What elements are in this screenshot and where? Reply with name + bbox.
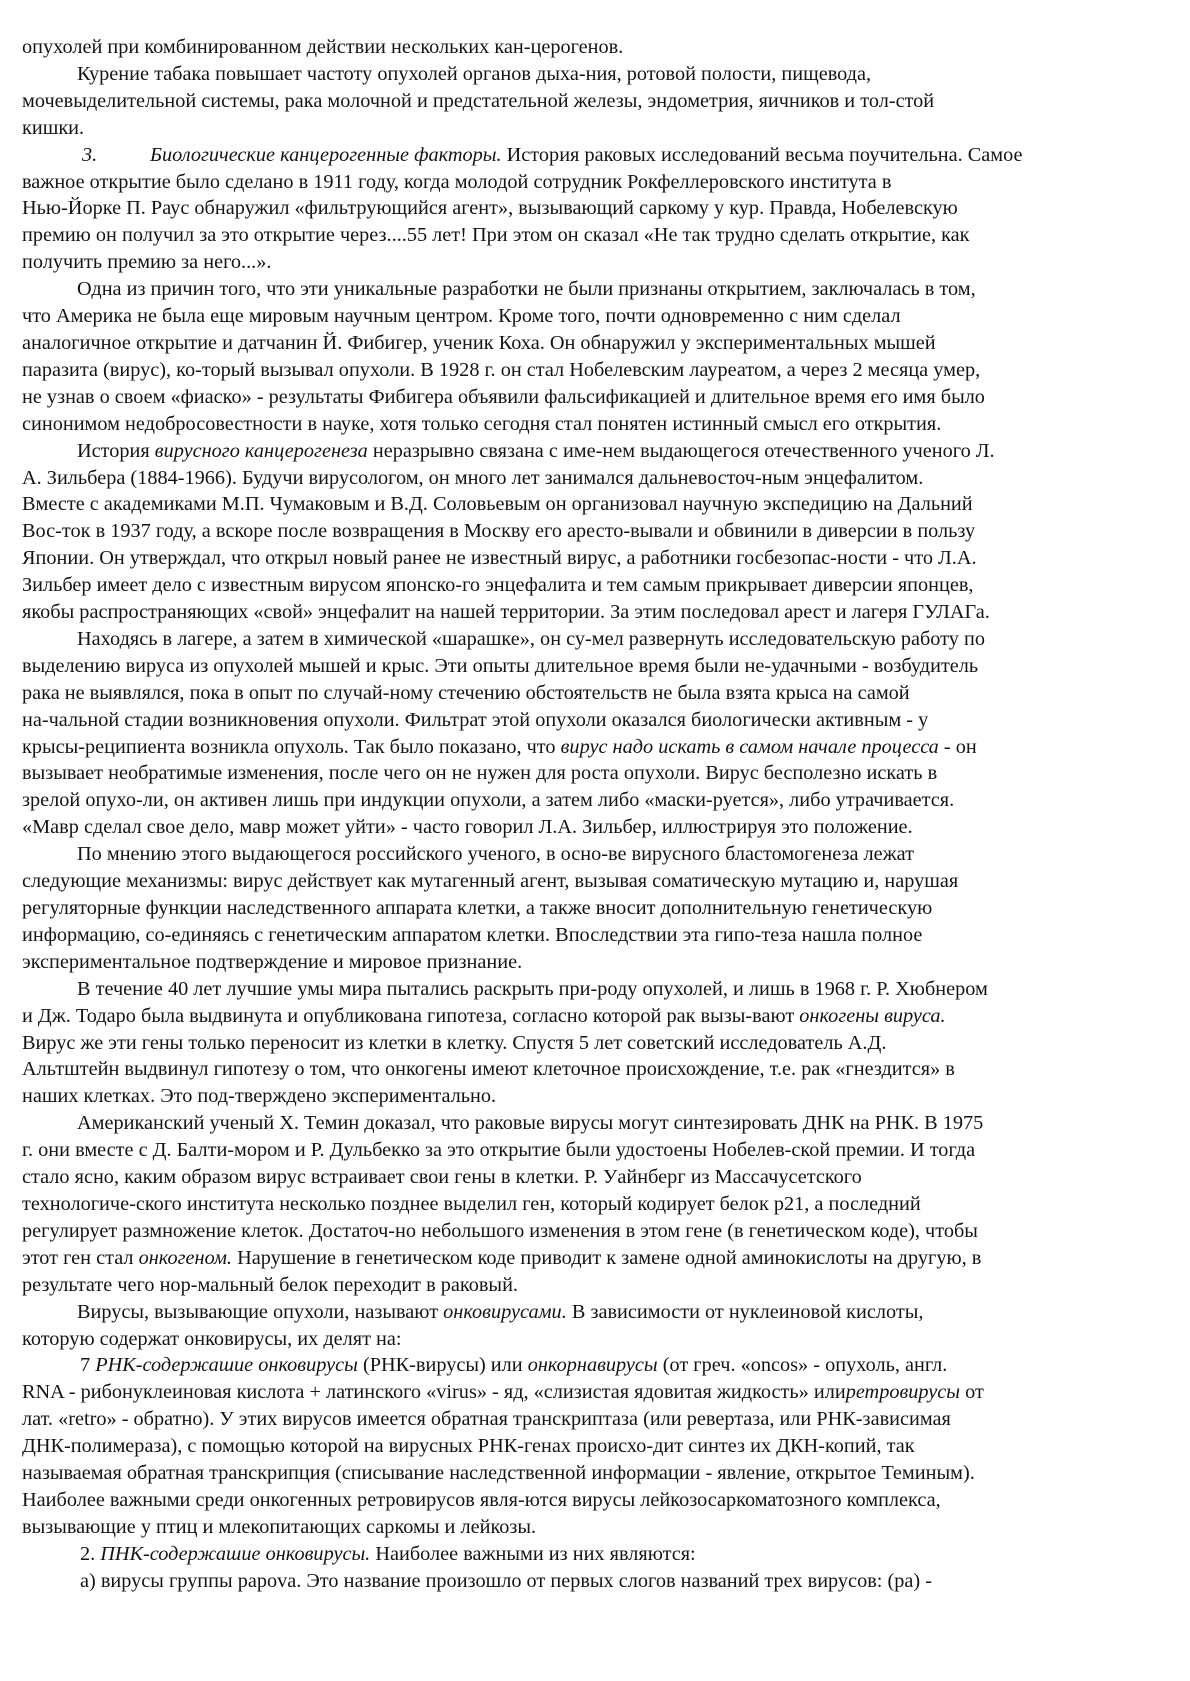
text-line bbox=[22, 1460, 1182, 1487]
text-run: регуляторные функции наследственного аппарата клетки, а также вносит дополнительную генетическую bbox=[22, 897, 933, 919]
text-run: Курение табака повышает частоту опухолей органов дыха-ния, ротовой полости, пищевода, bbox=[77, 62, 872, 85]
text-line bbox=[22, 1379, 1182, 1406]
text-run: синонимом недобросовестности в науке, хотя только сегодня стал понятен истинный смысл его открытия. bbox=[22, 412, 942, 435]
text-run: Альтштейн выдвинул гипотезу о том, что онкогены имеют клеточное происхождение, т.е. рак «гнездится» в bbox=[22, 1058, 955, 1081]
text-line bbox=[22, 249, 1182, 276]
text-line bbox=[22, 34, 1182, 61]
text-line bbox=[22, 1514, 1182, 1541]
text-line bbox=[22, 1406, 1182, 1433]
text-run: якобы распространяющих «свой» энцефалит на нашей территории. За этим последовал арест и лагеря ГУЛАГа. bbox=[22, 601, 990, 624]
text-line bbox=[22, 1110, 1182, 1137]
text-line bbox=[22, 357, 1182, 384]
text-run: важное открытие было сделано в 1911 году, когда молодой сотрудник Рокфеллеровского института в bbox=[22, 170, 892, 193]
text-run: опухолей при комбинированном действии нескольких кан-церогенов. bbox=[22, 36, 624, 58]
text-line bbox=[22, 1218, 1182, 1245]
text-line bbox=[22, 195, 1182, 222]
text-run: ДНК-полимераза), с помощью которой на вирусных РНК-генах происхо-дит синтез их ДКН-копий, так bbox=[22, 1435, 915, 1458]
text-run: Находясь в лагере, а затем в химической «шарашке», он су-мел развернуть исследовательскую работу по bbox=[77, 627, 985, 650]
text-run: а) вирусы группы papova. Это название произошло от первых слогов названий трех вирусов: (pa) - bbox=[80, 1569, 932, 1592]
text-line bbox=[22, 1299, 1182, 1326]
text-line bbox=[22, 1083, 1182, 1110]
text-run: называемая обратная транскрипция (списывание наследственной информации - явление, открытое Теминым). bbox=[22, 1462, 975, 1485]
text-line bbox=[22, 276, 1182, 303]
text-run: вызывающие у птиц и млекопитающих саркомы и лейкозы. bbox=[22, 1515, 537, 1538]
text-line bbox=[22, 61, 1182, 88]
italic-text: Биологические канцерогенные факторы. bbox=[150, 143, 502, 166]
text-run: Нью-Йорке П. Раус обнаружил «фильтрующийся агент», вызывающий саркому у кур. Правда, Нобелевскую bbox=[22, 197, 958, 220]
text-run: Наиболее важными среди онкогенных ретровирусов явля-ются вирусы лейкозосаркоматозного комплекса, bbox=[22, 1488, 941, 1511]
text-line bbox=[22, 841, 1182, 868]
text-run: (РНК-вирусы) или bbox=[357, 1354, 528, 1377]
text-line bbox=[22, 1433, 1182, 1460]
text-run: и Дж. Тодаро была выдвинута и опубликована гипотеза, согласно которой рак вызы-вают bbox=[22, 1004, 800, 1027]
text-line bbox=[22, 976, 1182, 1003]
text-line bbox=[22, 1272, 1182, 1299]
text-line bbox=[22, 88, 1182, 115]
text-run: вызывает необратимые изменения, после чего он не нужен для роста опухоли. Вирус бесполезно искать в bbox=[22, 762, 938, 785]
text-line bbox=[22, 680, 1182, 707]
text-run: информацию, со-единяясь с генетическим аппаратом клетки. Впоследствии эта гипо-теза нашла полное bbox=[22, 923, 923, 946]
text-run: RNA - рибонуклеиновая кислота + латинского «virus» - яд, «слизистая ядовитая жидкость» или bbox=[22, 1381, 846, 1404]
text-run: «Мавр сделал свое дело, мавр может уйти» - часто говорил Л.А. Зильбер, иллюстрируя это положение. bbox=[22, 816, 913, 839]
text-run: наших клетках. Это под-тверждено экспериментально. bbox=[22, 1085, 497, 1108]
text-run: История bbox=[77, 439, 155, 462]
text-run: премию он получил за это открытие через....55 лет! При этом он сказал «Не так трудно сделать открытие, как bbox=[22, 224, 970, 247]
text-line bbox=[22, 1487, 1182, 1514]
italic-text: онкогены вируса. bbox=[799, 1004, 946, 1027]
text-run: По мнению этого выдающегося российского ученого, в осно-ве вирусного бластомогенеза лежат bbox=[77, 843, 915, 866]
text-line bbox=[22, 491, 1182, 518]
text-line bbox=[22, 1003, 1182, 1030]
text-run: этот ген стал bbox=[22, 1246, 139, 1269]
text-run: зрелой опухо-ли, он активен лишь при индукции опухоли, а затем либо «маски-руется», либо утрачивается. bbox=[22, 789, 955, 812]
text-line bbox=[22, 949, 1182, 976]
text-run: мочевыделительной системы, рака молочной и предстательной железы, эндометрия, яичников и тол-стой bbox=[22, 89, 935, 112]
text-run: Вместе с академиками М.П. Чумаковым и В.Д. Соловьевым он организовал научную экспедицию на Дальний bbox=[22, 493, 973, 516]
text-run: Японии. Он утверждал, что открыл новый ранее не известный вирус, а работники госбезопас-ности - что Л.А. bbox=[22, 547, 977, 570]
text-run: неразрывно связана с име-нем выдающегося отечественного ученого Л. bbox=[367, 439, 995, 462]
text-line bbox=[22, 518, 1182, 545]
italic-text: онкогеном. bbox=[138, 1246, 232, 1269]
text-line bbox=[22, 653, 1182, 680]
text-line bbox=[22, 1326, 1182, 1353]
text-run: Американский ученый X. Темин доказал, что раковые вирусы могут синтезировать ДНК на РНК. В 1975 bbox=[77, 1112, 984, 1135]
text-line bbox=[22, 545, 1182, 572]
text-run: Вирусы, вызывающие опухоли, называют bbox=[77, 1300, 444, 1323]
text-run: А. Зильбера (1884-1966). Будучи вирусологом, он много лет занимался дальневосточ-ным энцефалитом. bbox=[22, 466, 924, 489]
text-line bbox=[22, 330, 1182, 357]
text-run: что Америка не была еще мировым научным центром. Кроме того, почти одновременно с ним сделал bbox=[22, 305, 901, 328]
text-line bbox=[22, 868, 1182, 895]
text-run: стало ясно, каким образом вирус встраивает свои гены в клетки. Р. Уайнберг из Массачусетского bbox=[22, 1166, 862, 1189]
text-run: которую содержат онковирусы, их делят на: bbox=[22, 1327, 402, 1350]
text-line bbox=[22, 599, 1182, 626]
text-run: лат. «retro» - обратно). У этих вирусов имеется обратная транскриптаза (или ревертаза, или РНК-зависимая bbox=[22, 1408, 951, 1431]
italic-text: ретровирусы bbox=[845, 1381, 961, 1404]
text-run: Наиболее важными из них являются: bbox=[370, 1542, 696, 1565]
text-run: В зависимости от нуклеиновой кислоты, bbox=[566, 1300, 924, 1323]
document-page bbox=[22, 34, 1182, 1595]
text-line bbox=[22, 1352, 1182, 1379]
italic-text: ПНК-содержашие онковирусы. bbox=[100, 1542, 371, 1565]
text-run: История раковых исследований весьма поучительна. Самое bbox=[501, 143, 1023, 166]
text-run: (от греч. «oncos» - опухоль, англ. bbox=[657, 1354, 948, 1377]
text-line bbox=[22, 465, 1182, 492]
text-line bbox=[22, 787, 1182, 814]
text-run: результате чего нор-мальный белок переходит в раковый. bbox=[22, 1273, 518, 1296]
text-run: выделению вируса из опухолей мышей и крыс. Эти опыты длительное время были не-удачными - возбудитель bbox=[22, 654, 979, 677]
text-run: Одна из причин того, что эти уникальные разработки не были признаны открытием, заключалась в том, bbox=[77, 278, 976, 301]
text-line bbox=[22, 1137, 1182, 1164]
text-line bbox=[22, 814, 1182, 841]
text-run: не узнав о своем «фиаско» - результаты Фибигера объявили фальсификацией и длительное время его имя было bbox=[22, 385, 985, 408]
text-run: крысы-реципиента возникла опухоль. Так было показано, что bbox=[22, 735, 561, 758]
text-line bbox=[22, 411, 1182, 438]
text-line bbox=[22, 303, 1182, 330]
text-run: г. они вместе с Д. Балти-мором и Р. Дульбекко за это открытие были удостоены Нобелев-ской премии. И тогда bbox=[22, 1139, 976, 1162]
text-line bbox=[22, 707, 1182, 734]
text-run: 7 bbox=[80, 1354, 96, 1377]
text-line bbox=[22, 222, 1182, 249]
text-line bbox=[22, 760, 1182, 787]
text-line bbox=[22, 115, 1182, 142]
text-run: Нарушение в генетическом коде приводит к замене одной аминокислоты на другую, в bbox=[232, 1246, 982, 1269]
text-run: рака не выявлялся, пока в опыт по случай-ному стечению обстоятельств не была взята крыса на самой bbox=[22, 681, 910, 704]
italic-text: вирус надо искать в самом начале процесса bbox=[560, 735, 939, 758]
italic-text: вирусного канцерогенеза bbox=[154, 439, 368, 462]
text-line bbox=[22, 1164, 1182, 1191]
text-run: на-чальной стадии возникновения опухоли. Фильтрат этой опухоли оказался биологически активным - у bbox=[22, 708, 929, 731]
text-run: - он bbox=[938, 735, 977, 758]
text-run: кишки. bbox=[22, 116, 85, 139]
text-line bbox=[22, 1541, 1182, 1568]
text-run: Зильбер имеет дело с известным вирусом японско-го энцефалита и тем самым прикрывает диверсии японцев, bbox=[22, 574, 974, 597]
text-run: В течение 40 лет лучшие умы мира пытались раскрыть при-роду опухолей, и лишь в 1968 г. Р. Хюбнером bbox=[77, 977, 988, 1000]
text-line bbox=[22, 1568, 1182, 1595]
text-run: получить премию за него...». bbox=[22, 251, 272, 274]
text-run: регулирует размножение клеток. Достаточ-но небольшого изменения в этом гене (в генетическом коде), чтобы bbox=[22, 1219, 978, 1242]
text-line bbox=[22, 1030, 1182, 1057]
text-run: технологиче-ского института несколько позднее выделил ген, который кодирует белок p21, а последний bbox=[22, 1192, 921, 1215]
text-line bbox=[22, 922, 1182, 949]
text-run: 2. bbox=[80, 1542, 101, 1565]
italic-text: РНК-содержашие онковирусы bbox=[95, 1354, 358, 1377]
italic-text: онковирусами. bbox=[443, 1300, 567, 1323]
text-line bbox=[22, 1245, 1182, 1272]
text-line bbox=[22, 734, 1182, 761]
text-line bbox=[22, 142, 1182, 169]
text-run: Вос-ток в 1937 году, а вскоре после возвращения в Москву его аресто-вывали и обвинили в диверсии в пользу bbox=[22, 520, 976, 543]
text-line bbox=[22, 438, 1182, 465]
text-line bbox=[22, 1056, 1182, 1083]
text-run: следующие механизмы: вирус действует как мутагенный агент, вызывая соматическую мутацию и, нарушая bbox=[22, 870, 959, 893]
text-line bbox=[22, 895, 1182, 922]
text-run: паразита (вирус), ко-торый вызывал опухоли. В 1928 г. он стал Нобелевским лауреатом, а через 2 месяца умер, bbox=[22, 358, 981, 381]
text-line bbox=[22, 572, 1182, 599]
text-run: Вирус же эти гены только переносит из клетки в клетку. Спустя 5 лет советский исследователь А.Д. bbox=[22, 1031, 887, 1054]
italic-text: 3. bbox=[82, 143, 98, 166]
text-line bbox=[22, 169, 1182, 196]
text-line bbox=[22, 384, 1182, 411]
text-line bbox=[22, 626, 1182, 653]
text-run: от bbox=[960, 1381, 984, 1404]
italic-text: онкорнавирусы bbox=[527, 1354, 658, 1377]
text-line bbox=[22, 1191, 1182, 1218]
text-run: аналогичное открытие и датчанин Й. Фибигер, ученик Коха. Он обнаружил у экспериментальных мышей bbox=[22, 331, 936, 354]
text-run: экспериментальное подтверждение и мировое признание. bbox=[22, 950, 523, 973]
